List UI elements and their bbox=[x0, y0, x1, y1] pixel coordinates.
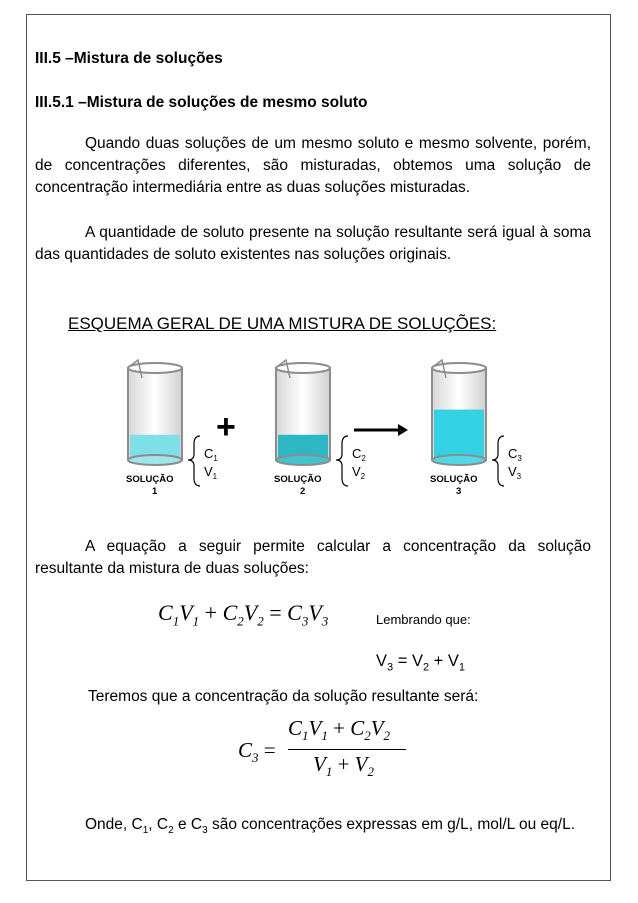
beaker-2-v: $V_2$ bbox=[352, 464, 366, 481]
section-title: III.5 –Mistura de soluções bbox=[35, 50, 223, 67]
plus-sign: + bbox=[216, 408, 236, 446]
formula-lhs: $C_3$ = bbox=[238, 738, 276, 766]
beaker-1-label: SOLUÇÃO bbox=[126, 474, 174, 485]
reaction-arrow bbox=[354, 424, 408, 436]
paragraph-solute bbox=[35, 222, 591, 266]
paragraph-equation-intro bbox=[35, 536, 591, 580]
paragraph-result-intro: Teremos que a concentração da solução resultante será: bbox=[88, 688, 479, 705]
paragraph-intro bbox=[35, 133, 591, 199]
beaker-3-c: $C_3$ bbox=[508, 446, 522, 463]
formula-denominator: $V_1 + V_2$ bbox=[313, 752, 374, 780]
beaker-1-number: 1 bbox=[152, 486, 158, 497]
beaker-2-number: 2 bbox=[300, 486, 306, 497]
section-subtitle: III.5.1 –Mistura de soluções de mesmo soluto bbox=[35, 94, 368, 111]
beaker-2-brace bbox=[336, 436, 348, 486]
beaker-solution-2 bbox=[276, 360, 330, 465]
mixing-scheme-figure bbox=[116, 356, 536, 516]
scheme-title: ESQUEMA GERAL DE UMA MISTURA DE SOLUÇÕES: bbox=[68, 314, 497, 333]
beaker-3-number: 3 bbox=[456, 486, 462, 497]
paragraph-equation-intro-text: A equação a seguir permite calcular a concentração da solução resultante da mistura de duas soluções: bbox=[35, 538, 591, 577]
beaker-2-label: SOLUÇÃO bbox=[274, 474, 322, 485]
paragraph-intro-text: Quando duas soluções de um mesmo soluto e mesmo solvente, porém, de concentrações diferentes, são misturadas, obtemos uma solução de concentração intermediária entre as duas soluções misturadas. bbox=[35, 135, 591, 196]
paragraph-units: Onde, $C_1$, $C_2$ e $C_3$ são concentrações expressas em g/L, mol/L ou eq/L. bbox=[85, 816, 575, 837]
beaker-1-c: $C_1$ bbox=[204, 446, 218, 463]
volume-sum-equation: $V_3 = V_2 + V_1$ bbox=[376, 652, 466, 674]
beaker-2-c: $C_2$ bbox=[352, 446, 366, 463]
beaker-3-brace bbox=[492, 436, 504, 486]
beaker-3-v: $V_3$ bbox=[508, 464, 522, 481]
beaker-solution-3 bbox=[432, 360, 486, 465]
paragraph-solute-text: A quantidade de soluto presente na solução resultante será igual à soma das quantidades de soluto existentes nas soluções originais. bbox=[35, 224, 591, 263]
reminder-label: Lembrando que: bbox=[376, 612, 471, 627]
fraction-bar bbox=[288, 749, 406, 750]
formula-numerator: $C_1V_1 + C_2V_2$ bbox=[288, 716, 391, 744]
beaker-3-label: SOLUÇÃO bbox=[430, 474, 478, 485]
beaker-1-brace bbox=[188, 436, 200, 486]
beaker-1-v: $V_1$ bbox=[204, 464, 218, 481]
beaker-solution-1 bbox=[128, 360, 182, 465]
mixing-equation: $C_1V_1 + C_2V_2 = C_3V_3$ bbox=[158, 600, 329, 629]
